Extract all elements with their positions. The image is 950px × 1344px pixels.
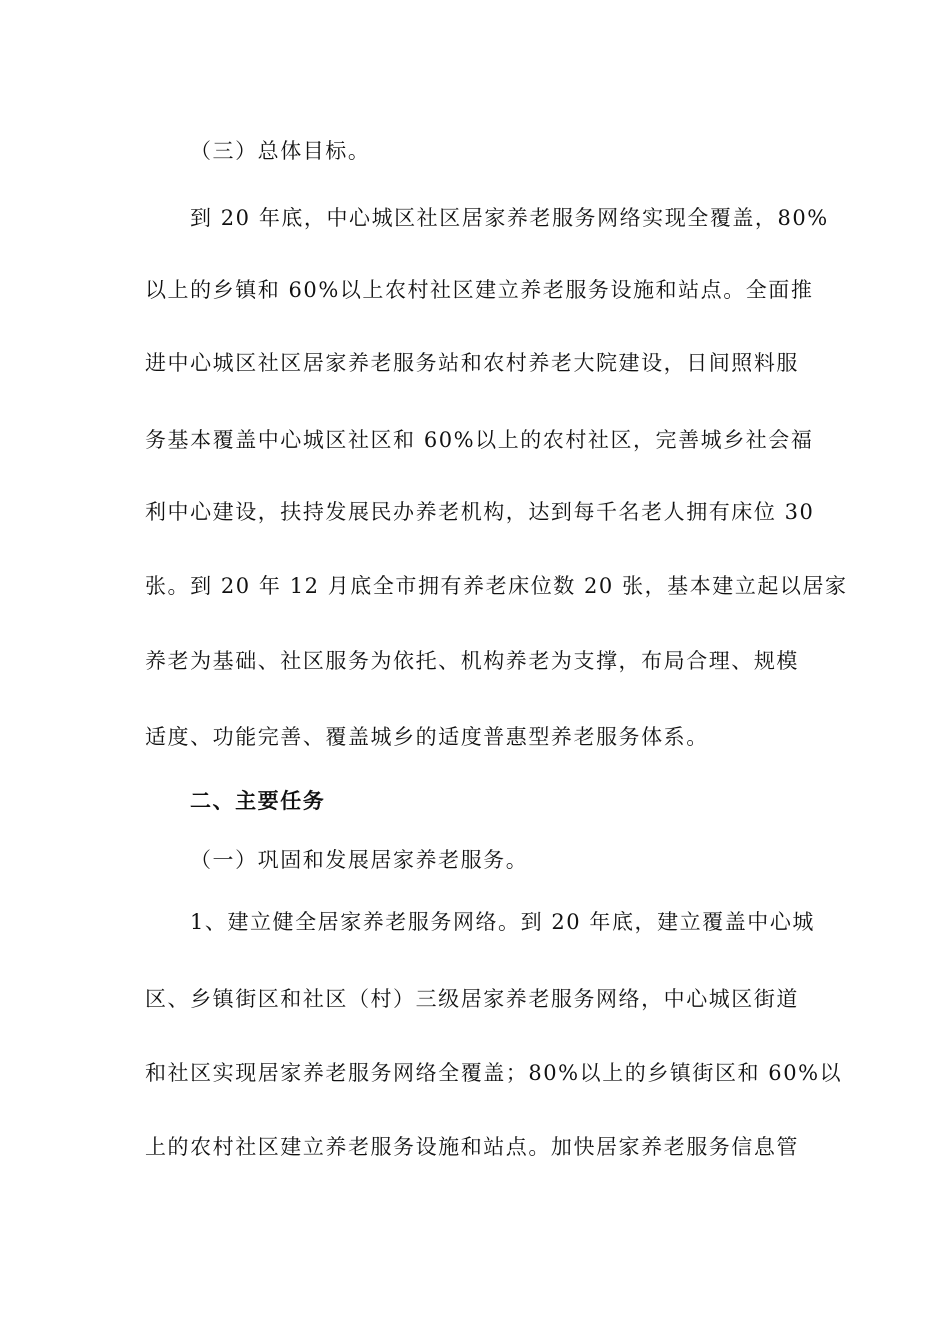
paragraph-line: 进中心城区社区居家养老服务站和农村养老大院建设，日间照料服 [145, 351, 799, 375]
paragraph-line: 和社区实现居家养老服务网络全覆盖；80%以上的乡镇街区和 60%以 [145, 1061, 843, 1085]
paragraph-line: 适度、功能完善、覆盖城乡的适度普惠型养老服务体系。 [145, 725, 709, 749]
paragraph-line: 务基本覆盖中心城区社区和 60%以上的农村社区，完善城乡社会福 [145, 428, 814, 452]
paragraph-line: 到 20 年底，中心城区社区居家养老服务网络实现全覆盖，80% [190, 206, 829, 230]
section-heading-home-care: （一）巩固和发展居家养老服务。 [190, 848, 529, 872]
paragraph-line: 张。到 20 年 12 月底全市拥有养老床位数 20 张，基本建立起以居家 [145, 574, 848, 598]
paragraph-line: 上的农村社区建立养老服务设施和站点。加快居家养老服务信息管 [145, 1135, 799, 1159]
paragraph-line: 1、建立健全居家养老服务网络。到 20 年底，建立覆盖中心城 [190, 910, 815, 934]
paragraph-line: 利中心建设，扶持发展民办养老机构，达到每千名老人拥有床位 30 [145, 500, 815, 524]
paragraph-line: 区、乡镇街区和社区（村）三级居家养老服务网络，中心城区街道 [145, 987, 799, 1011]
section-heading-overall-goal: （三）总体目标。 [190, 139, 371, 163]
chapter-heading-main-tasks: 二、主要任务 [190, 789, 326, 813]
paragraph-line: 养老为基础、社区服务为依托、机构养老为支撑，布局合理、规模 [145, 649, 799, 673]
paragraph-line: 以上的乡镇和 60%以上农村社区建立养老服务设施和站点。全面推 [145, 278, 814, 302]
